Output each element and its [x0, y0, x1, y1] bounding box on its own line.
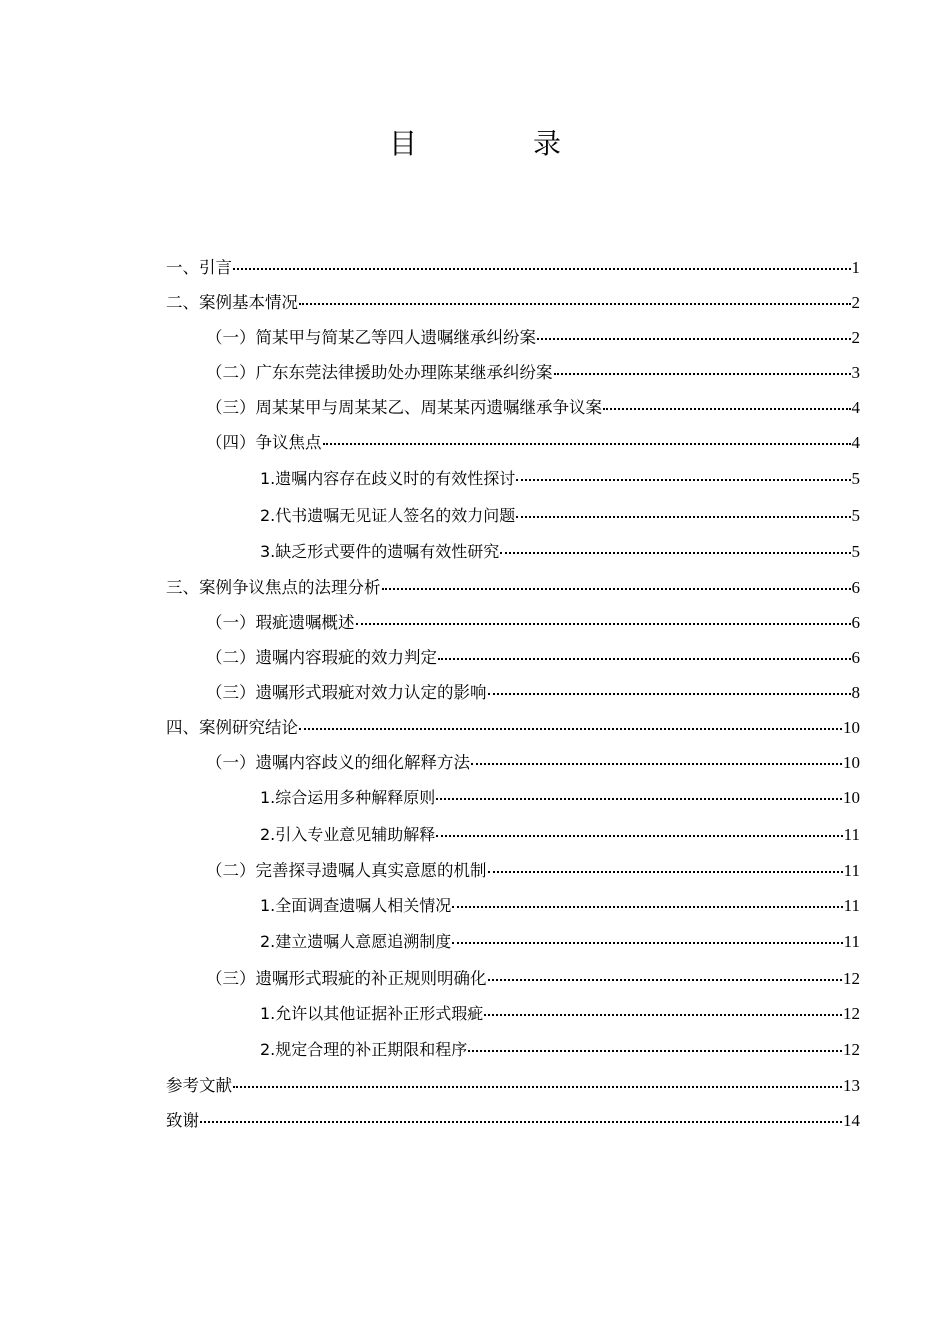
toc-entry[interactable]: [166, 1038, 860, 1062]
toc-entry[interactable]: [166, 540, 860, 564]
toc-page-number: 12: [843, 1040, 860, 1059]
page-title: 目 录: [388, 127, 605, 160]
toc-dot-leader: [488, 693, 851, 695]
toc-entry-title: 1.允许以其他证据补正形式瑕疵: [260, 1004, 484, 1023]
toc-page-number: 10: [843, 788, 860, 807]
toc-page-number: 13: [843, 1076, 860, 1095]
toc-entry-title: （二）完善探寻遗嘱人真实意愿的机制: [206, 861, 487, 880]
toc-dot-leader: [488, 871, 843, 873]
toc-entry[interactable]: [166, 1002, 860, 1026]
toc-page-number: 10: [843, 718, 860, 737]
toc-page-number: 11: [843, 861, 860, 880]
toc-entry-title: 2.规定合理的补正期限和程序: [260, 1040, 468, 1059]
toc-entry[interactable]: [166, 291, 860, 315]
toc-entry[interactable]: [166, 431, 860, 455]
toc-entry-title: （二）广东东莞法律援助处办理陈某继承纠纷案: [206, 363, 553, 382]
toc-dot-leader: [438, 658, 851, 660]
toc-entry[interactable]: [166, 361, 860, 385]
toc-entry[interactable]: [166, 930, 860, 954]
toc-entry-title: （三）周某某甲与周某某乙、周某某丙遗嘱继承争议案: [206, 398, 602, 417]
toc-entry-title: 四、案例研究结论: [166, 718, 298, 737]
toc-page-number: 2: [851, 328, 860, 347]
toc-entry-title: （三）遗嘱形式瑕疵对效力认定的影响: [206, 683, 487, 702]
toc-entry[interactable]: [166, 967, 860, 991]
toc-entry[interactable]: [166, 859, 860, 883]
toc-entry-title: 1.全面调查遗嘱人相关情况: [260, 896, 452, 915]
toc-dot-leader: [233, 268, 851, 270]
toc-entry[interactable]: [166, 504, 860, 528]
toc-page-number: 11: [843, 825, 860, 844]
toc-dot-leader: [299, 728, 842, 730]
toc-page-number: 8: [851, 683, 860, 702]
toc-entry[interactable]: [166, 1074, 860, 1098]
toc-entry[interactable]: [166, 894, 860, 918]
toc-dot-leader: [500, 552, 850, 554]
toc-entry[interactable]: [166, 646, 860, 670]
toc-entry-title: 一、引言: [166, 258, 232, 277]
toc-page-number: 6: [851, 578, 860, 597]
toc-page-number: 14: [843, 1111, 860, 1130]
toc-dot-leader: [516, 516, 850, 518]
toc-entry-title: （二）遗嘱内容瑕疵的效力判定: [206, 648, 437, 667]
toc-entry[interactable]: [166, 326, 860, 350]
toc-dot-leader: [299, 303, 851, 305]
toc-entry[interactable]: [166, 611, 860, 635]
toc-dot-leader: [452, 942, 842, 944]
toc-entry[interactable]: [166, 716, 860, 740]
toc-dot-leader: [516, 479, 850, 481]
toc-page-number: 6: [851, 648, 860, 667]
toc-page-number: 11: [843, 932, 860, 951]
toc-entry-title: （三）遗嘱形式瑕疵的补正规则明确化: [206, 969, 487, 988]
toc-page-number: 1: [851, 258, 860, 277]
toc-page-number: 12: [843, 1004, 860, 1023]
toc-page-number: 4: [851, 433, 860, 452]
toc-entry[interactable]: [166, 751, 860, 775]
toc-entry-title: （一）遗嘱内容歧义的细化解释方法: [206, 753, 470, 772]
toc-entry-title: （四）争议焦点: [206, 433, 322, 452]
toc-entry-title: 1.综合运用多种解释原则: [260, 788, 436, 807]
toc-page-number: 10: [843, 753, 860, 772]
toc-page-number: 12: [843, 969, 860, 988]
toc-dot-leader: [452, 906, 842, 908]
toc-entry[interactable]: [166, 467, 860, 491]
toc-entry-title: 三、案例争议焦点的法理分析: [166, 578, 381, 597]
toc-dot-leader: [471, 763, 842, 765]
toc-entry-title: 3.缺乏形式要件的遗嘱有效性研究: [260, 542, 500, 561]
toc-entry-title: 2.引入专业意见辅助解释: [260, 825, 436, 844]
toc-dot-leader: [488, 979, 843, 981]
toc-page-number: 4: [851, 398, 860, 417]
toc-entry-title: 1.遗嘱内容存在歧义时的有效性探讨: [260, 469, 516, 488]
toc-entry-title: 2.建立遗嘱人意愿追溯制度: [260, 932, 452, 951]
toc-dot-leader: [233, 1086, 842, 1088]
toc-entry[interactable]: [166, 1109, 860, 1133]
toc-page-number: 5: [851, 506, 860, 525]
toc-dot-leader: [382, 588, 851, 590]
toc-entry-title: 2.代书遗嘱无见证人签名的效力问题: [260, 506, 516, 525]
toc-page-number: 5: [851, 542, 860, 561]
toc-entry[interactable]: [166, 396, 860, 420]
toc-dot-leader: [200, 1121, 842, 1123]
toc-entry-title: 参考文献: [166, 1076, 232, 1095]
toc-dot-leader: [484, 1014, 842, 1016]
toc-dot-leader: [537, 338, 851, 340]
toc-entry[interactable]: [166, 786, 860, 810]
toc-page-number: 2: [851, 293, 860, 312]
toc-page-number: 3: [851, 363, 860, 382]
toc-entry[interactable]: [166, 681, 860, 705]
toc-page-number: 11: [843, 896, 860, 915]
toc-entry[interactable]: [166, 576, 860, 600]
toc-dot-leader: [323, 443, 851, 445]
toc-dot-leader: [436, 798, 842, 800]
toc-entry[interactable]: [166, 256, 860, 280]
toc-dot-leader: [554, 373, 851, 375]
toc-dot-leader: [356, 623, 851, 625]
toc-page-number: 5: [851, 469, 860, 488]
toc-entry-title: 二、案例基本情况: [166, 293, 298, 312]
toc-dot-leader: [603, 408, 851, 410]
toc-dot-leader: [468, 1050, 842, 1052]
toc-entry[interactable]: [166, 823, 860, 847]
toc-page-number: 6: [851, 613, 860, 632]
toc-dot-leader: [436, 835, 842, 837]
toc-entry-title: （一）瑕疵遗嘱概述: [206, 613, 355, 632]
toc-entry-title: （一）简某甲与简某乙等四人遗嘱继承纠纷案: [206, 328, 536, 347]
toc-entry-title: 致谢: [166, 1111, 199, 1130]
